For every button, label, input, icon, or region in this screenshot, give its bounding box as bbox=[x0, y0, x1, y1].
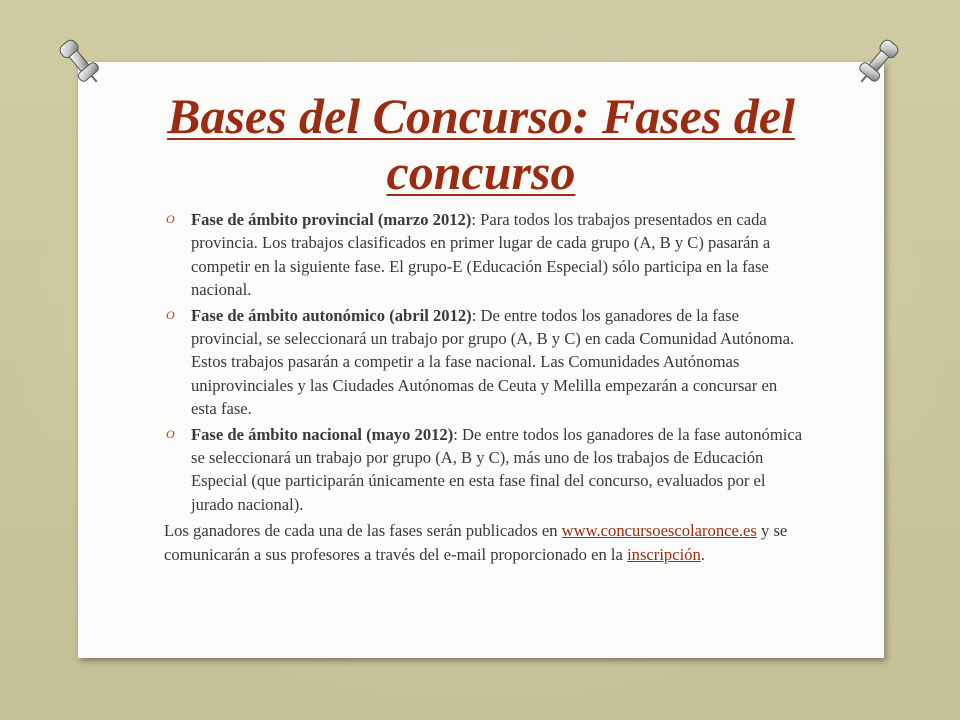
bullet-heading: Fase de ámbito autonómico (abril 2012) bbox=[191, 305, 472, 325]
inscription-link[interactable]: inscripción bbox=[627, 544, 701, 564]
bullet-item bbox=[164, 423, 806, 517]
bullet-list bbox=[164, 208, 806, 516]
o-bullet-icon: O bbox=[166, 426, 175, 441]
bullet-text: : Para todos los trabajos presentados en cada provincia. Los trabajos clasificados en primer lugar de cada grupo (A, B y C) pasarán a competir en la siguiente fase. El grupo-E (Educación Especial) sólo participa en la fase nacional. bbox=[191, 210, 771, 300]
footer-text-before: Los ganadores de cada una de las fases serán publicados en bbox=[164, 521, 562, 541]
footer-text-after: . bbox=[700, 544, 705, 564]
bullet-heading: Fase de ámbito nacional (mayo 2012) bbox=[191, 424, 454, 444]
thumbtack-icon bbox=[54, 36, 106, 88]
slide-title: Bases del Concurso: Fases del concurso bbox=[167, 88, 795, 200]
bullet-text: : De entre todos los ganadores de la fase provincial, se seleccionará un trabajo por grupo (A, B y C) en cada Comunidad Autónoma. Estos trabajos pasarán a competir a la fase nacional. Las Comunidades Autónomas uniprovinciales y las Ciudades Autónomas de Ceuta y Melilla empezarán a concursar en esta fase. bbox=[191, 305, 795, 419]
website-link[interactable]: www.concursoescolaronce.es bbox=[561, 521, 757, 541]
slide-body bbox=[164, 208, 806, 566]
thumbtack-icon bbox=[852, 36, 904, 88]
footer-text-middle: y se comunicarán a sus profesores a través del e-mail proporcionado en la bbox=[164, 521, 788, 564]
footer-paragraph bbox=[164, 519, 806, 566]
bullet-item bbox=[164, 208, 806, 302]
bullet-heading: Fase de ámbito provincial (marzo 2012) bbox=[191, 210, 472, 229]
bullet-text: : De entre todos los ganadores de la fase autonómica se seleccionará un trabajo por grupo (A, B y C), más uno de los trabajos de Educación Especial (que participarán únicamente en esta fase final del concurso, evaluados por el jurado nacional). bbox=[191, 424, 803, 514]
bullet-item bbox=[164, 304, 806, 421]
o-bullet-icon: O bbox=[166, 212, 175, 226]
o-bullet-icon: O bbox=[166, 307, 175, 322]
